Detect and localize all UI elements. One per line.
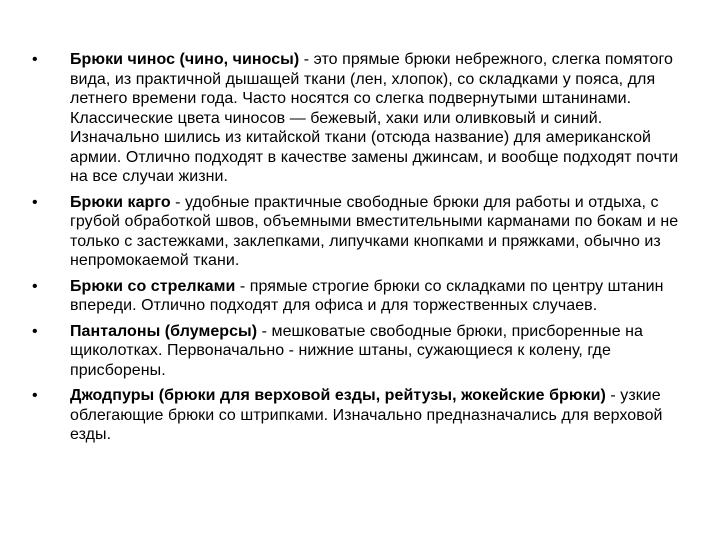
bullet-list [32,50,692,451]
item-term: Джодпуры (брюки для верховой езды, рейтузы, жокейские брюки) [70,387,606,404]
bullet-icon: • [32,51,38,68]
item-term: Брюки со стрелками [70,277,236,295]
bullet-icon: • [32,322,38,340]
item-description: - удобные практичные свободные брюки для работы и отдыха, с грубой обработкой швов, объемными вместительными карманами по бокам и не только с застежками, заклепками, липучками кнопками и пряжками, обычно из непромокаемой ткани. [70,193,679,269]
item-description: - узкие облегающие брюки со штрипками. Изначально предназначались для верховой езды. [70,387,663,443]
item-description: - прямые строгие брюки со складками по центру штанин впереди. Отлично подходят для офиса и для торжественных случаев. [70,277,664,314]
item-term: Панталоны (блумерсы) [70,322,258,340]
bullet-item-bloomers [32,322,692,381]
bullet-item-jodhpurs [32,386,692,445]
bullet-item-cargo [32,193,692,271]
item-term: Брюки чинос (чино, чиносы) [70,51,300,68]
bullet-icon: • [32,277,38,295]
item-term: Брюки карго [70,193,171,211]
bullet-icon: • [32,387,38,404]
item-description: - это прямые брюки небрежного, слегка помятого вида, из практичной дышащей ткани (лен, хлопок), со складками у пояса, для летнего времени года. Часто носятся со слегка подвернутыми штанинами. Классические цвета чиносов — бежевый, хаки или оливковый и синий. Изначально шились из китайской ткани (отсюда название) для американской армии. Отлично подходят в качестве замены джинсам, и вообще подходят почти на все случаи жизни. [70,51,679,185]
item-description: - мешковатые свободные брюки, присборенные на щиколотках. Первоначально - нижние штаны, сужающиеся к колену, где присборены. [70,322,643,379]
bullet-icon: • [32,193,38,211]
bullet-item-creased-trousers [32,277,692,316]
bullet-item-chinos [32,50,692,187]
